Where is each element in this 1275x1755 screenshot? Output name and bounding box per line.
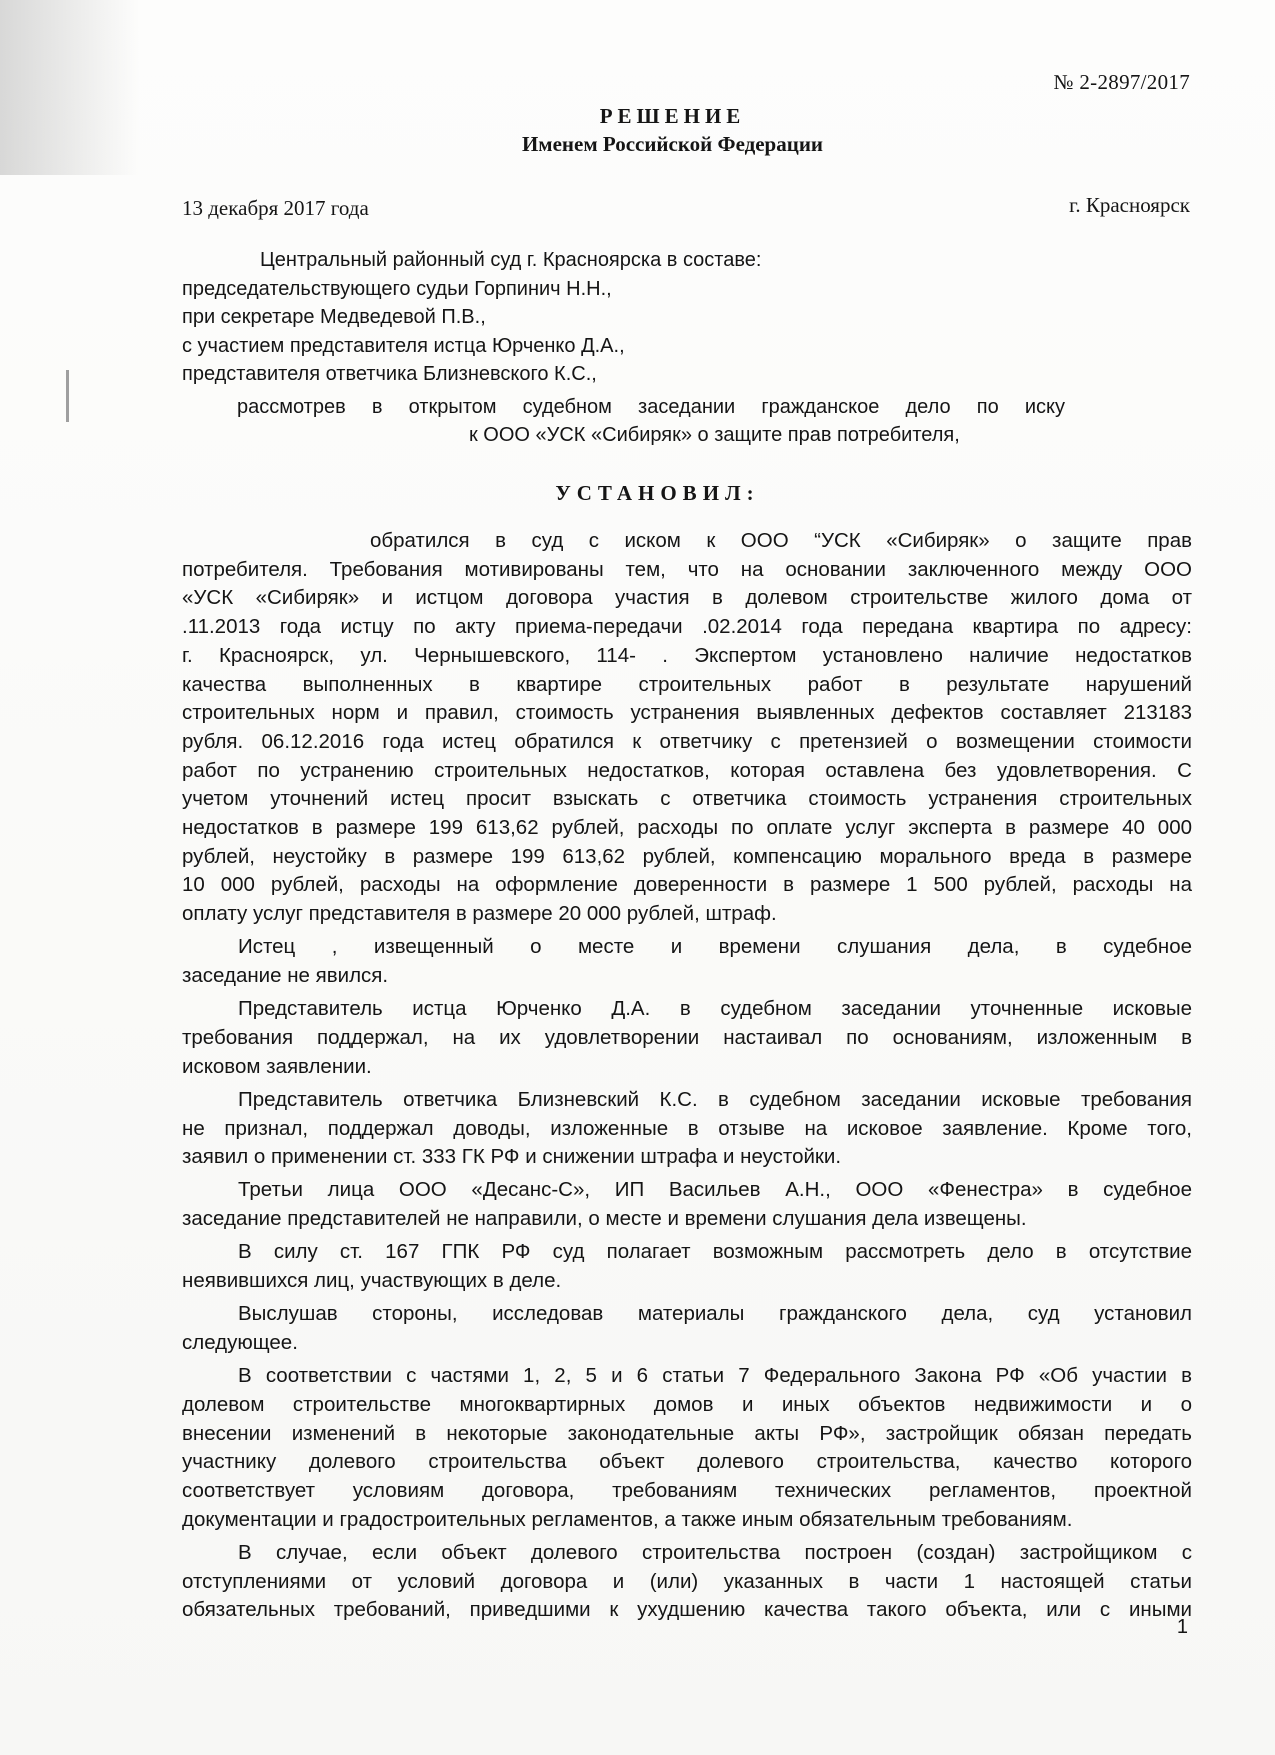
page-number: 1 <box>1176 1616 1188 1638</box>
paragraph-line: строительных норм и правил, стоимость устранения выявленных дефектов составляет 213183 <box>182 701 1192 725</box>
decision-city: г. Красноярск <box>1069 193 1190 217</box>
paragraph-line: 10 000 рублей, расходы на оформление доверенности в размере 1 500 рублей, расходы на <box>182 873 1192 897</box>
paragraph <box>182 1176 1192 1233</box>
paragraph <box>182 1300 1192 1357</box>
paragraph-line: потребителя. Требования мотивированы тем, что на основании заключенного между ООО <box>182 557 1192 581</box>
paragraph-line: заявил о применении ст. 333 ГК РФ и снижении штрафа и неустойки. <box>182 1145 842 1169</box>
court-composition <box>182 246 1192 389</box>
document-body <box>182 527 1192 1630</box>
paragraph-line: В силу ст. 167 ГПК РФ суд полагает возможным рассмотреть дело в отсутствие <box>238 1240 1192 1264</box>
considering-line: к ООО «УСК «Сибиряк» о защите прав потребителя, <box>469 424 960 446</box>
paragraph-line: Третьи лица ООО «Десанс-С», ИП Васильев А.Н., ООО «Фенестра» в судебное <box>238 1178 1192 1202</box>
considering-line: рассмотрев в открытом судебном заседании гражданское дело по иску <box>237 396 1065 418</box>
paragraph-line: недостатков в размере 199 613,62 рублей, расходы по оплате услуг эксперта в размере 40 000 <box>182 816 1192 840</box>
paragraph <box>182 933 1192 990</box>
scan-mark <box>66 370 69 422</box>
case-number: № 2-2897/2017 <box>1053 70 1190 94</box>
paragraph <box>182 1086 1192 1172</box>
court-line: представителя ответчика Близневского К.С., <box>182 363 597 385</box>
paragraph-line: заседание не явился. <box>182 964 389 988</box>
paragraph-line: рублей, неустойку в размере 199 613,62 рублей, компенсацию морального вреда в размере <box>182 844 1192 868</box>
paragraph <box>182 1362 1192 1534</box>
paragraph-line: обязательных требований, приведшими к ухудшению качества такого объекта, или с иными <box>182 1598 1192 1622</box>
paragraph-line: соответствует условиям договора, требованиям технических регламентов, проектной <box>182 1479 1192 1502</box>
section-title: УСТАНОВИЛ: <box>555 481 760 505</box>
paragraph-line: заседание представителей не направили, о месте и времени слушания дела извещены. <box>182 1207 1027 1231</box>
court-line: председательствующего судьи Горпинич Н.Н., <box>182 277 612 300</box>
paragraph-line: .11.2013 года истцу по акту приема-передачи .02.2014 года передана квартира по адресу: <box>182 615 1192 639</box>
paragraph-line: требования поддержал, на их удовлетворении настаивал по основаниям, изложенным в <box>182 1025 1192 1049</box>
paragraph-line: оплату услуг представителя в размере 20 000 рублей, штраф. <box>182 902 777 926</box>
paragraph-line: документации и градостроительных регламентов, а также иным обязательным требованиям. <box>182 1507 1073 1531</box>
paragraph-line: внесении изменений в некоторые законодательные акты РФ», застройщик обязан передать <box>182 1421 1192 1445</box>
paragraph <box>182 1238 1192 1295</box>
paragraph <box>182 527 1192 929</box>
paragraph-line: участнику долевого строительства объект долевого строительства, качество которого <box>182 1450 1192 1474</box>
decision-date: 13 декабря 2017 года <box>182 196 369 220</box>
paragraph-line: исковом заявлении. <box>182 1054 372 1078</box>
court-line: с участием представителя истца Юрченко Д.А., <box>182 334 625 357</box>
paragraph-line: Истец , извещенный о месте и времени слушания дела, в судебное <box>238 935 1192 959</box>
paragraph-line: В соответствии с частями 1, 2, 5 и 6 статьи 7 Федерального Закона РФ «Об участии в <box>238 1364 1192 1388</box>
paragraph-line: обратился в суд с иском к ООО “УСК «Сибиряк» о защите прав <box>370 529 1192 552</box>
paragraph-line: работ по устранению строительных недостатков, которая оставлена без удовлетворения. С <box>182 758 1192 782</box>
paragraph-line: неявившихся лиц, участвующих в деле. <box>182 1269 562 1293</box>
paragraph-line: следующее. <box>182 1330 298 1354</box>
court-line: Центральный районный суд г. Красноярска в составе: <box>260 249 762 271</box>
paragraph-line: Представитель ответчика Близневский К.С. в судебном заседании исковые требования <box>238 1087 1192 1111</box>
paragraph-line: г. Красноярск, ул. Чернышевского, 114- . Экспертом установлено наличие недостатков <box>182 643 1192 667</box>
paragraph-line: Представитель истца Юрченко Д.А. в судебном заседании уточненные исковые <box>238 997 1192 1021</box>
paragraph-line: не признал, поддержал доводы, изложенные в отзыве на исковое заявление. Кроме того, <box>182 1116 1192 1140</box>
paragraph <box>182 1539 1192 1625</box>
paragraph-line: Выслушав стороны, исследовав материалы гражданского дела, суд установил <box>238 1302 1192 1326</box>
paragraph-line: «УСК «Сибиряк» и истцом договора участия в долевом строительстве жилого дома от <box>182 586 1192 610</box>
document-subtitle: Именем Российской Федерации <box>521 132 824 156</box>
court-line: при секретаре Медведевой П.В., <box>182 306 486 328</box>
paragraph-line: В случае, если объект долевого строительства построен (создан) застройщиком с <box>238 1540 1192 1564</box>
paragraph-line: рубля. 06.12.2016 года истец обратился к ответчику с претензией о возмещении стоимости <box>182 729 1192 753</box>
document-title: РЕШЕНИЕ <box>599 104 746 128</box>
considering-block <box>182 393 1192 449</box>
paragraph-line: учетом уточнений истец просит взыскать с ответчика стоимость устранения строительных <box>182 787 1192 811</box>
paragraph-line: долевом строительстве многоквартирных домов и иных объектов недвижимости и о <box>182 1392 1192 1416</box>
paragraph-line: качества выполненных в квартире строительных работ в результате нарушений <box>182 672 1192 696</box>
paragraph <box>182 995 1192 1081</box>
paragraph-line: отступлениями от условий договора и (или) указанных в части 1 настоящей статьи <box>182 1569 1192 1593</box>
